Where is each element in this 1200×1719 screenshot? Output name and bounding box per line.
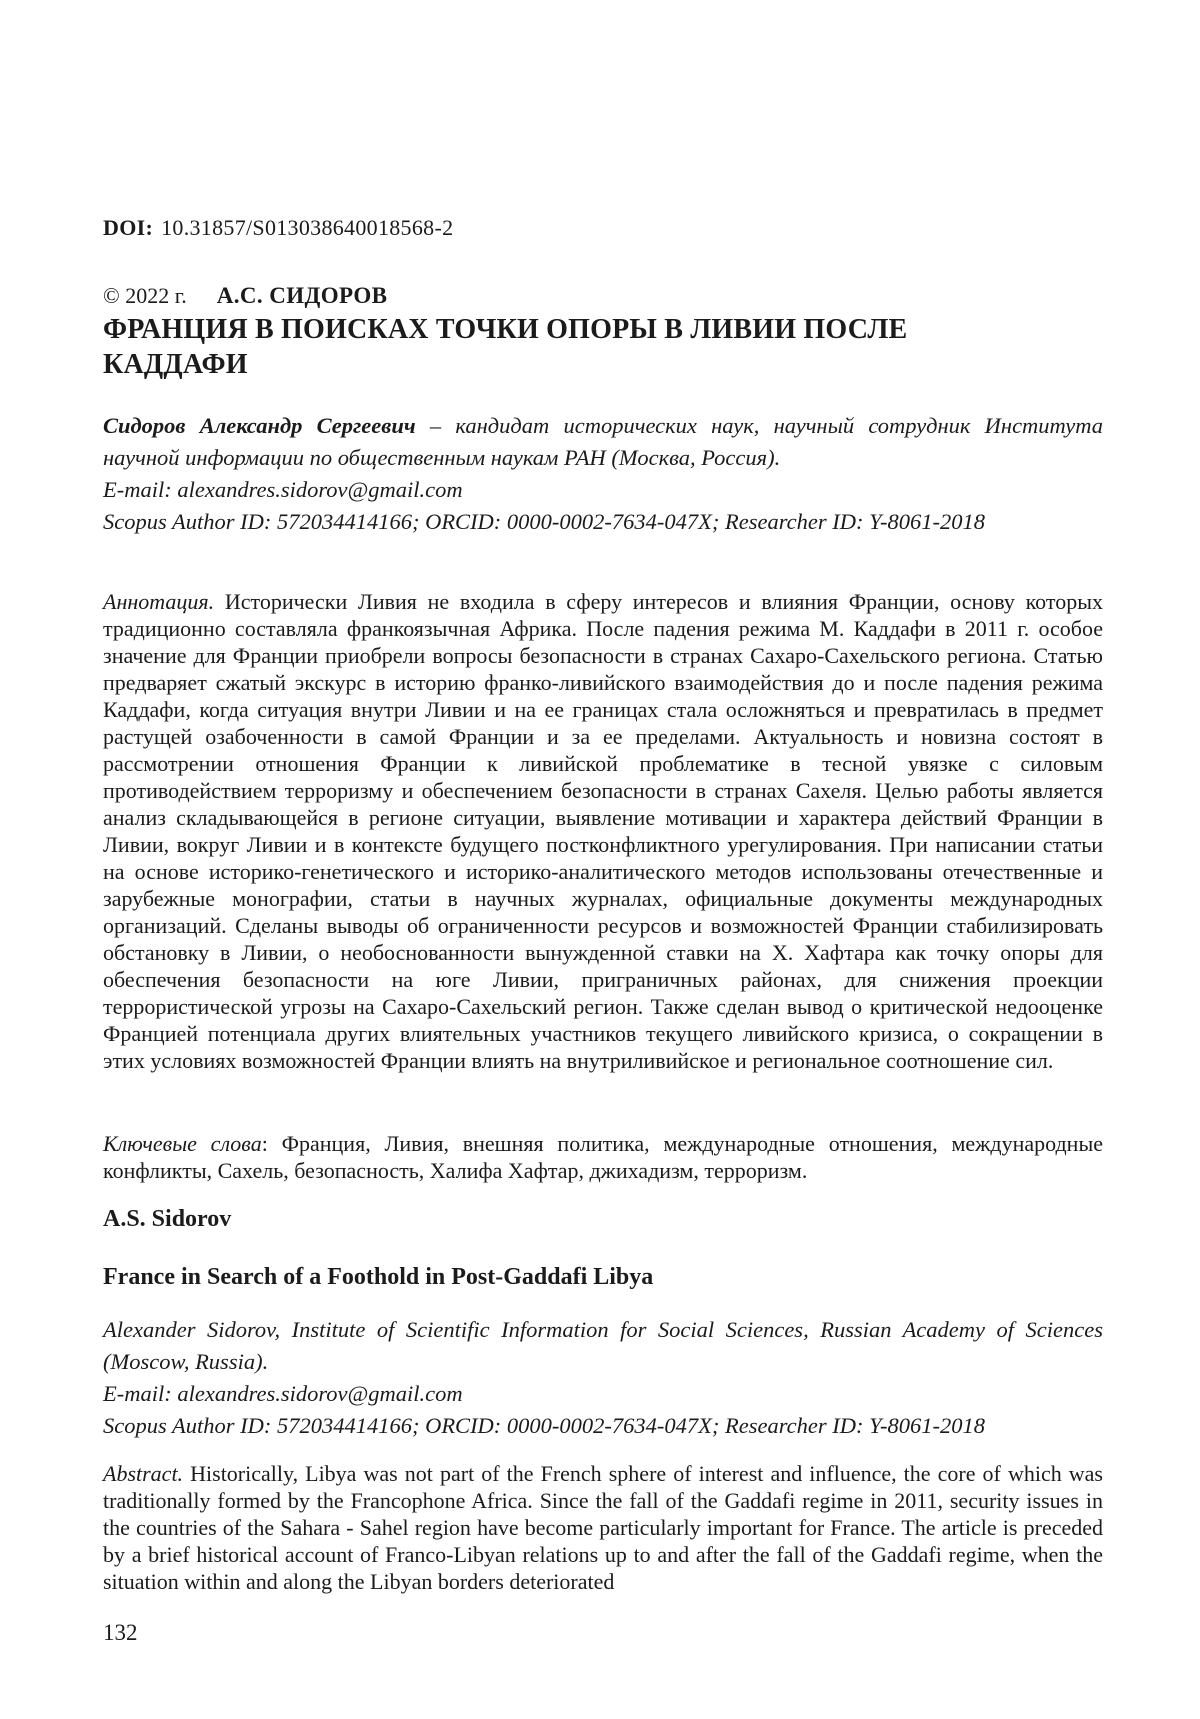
abstract-en-label: Abstract.	[103, 1461, 184, 1486]
author-ids-en: Scopus Author ID: 572034414166; ORCID: 0000-0002-7634-047X; Researcher ID: Y-8061-2018	[103, 1413, 985, 1438]
author-info-en	[103, 1314, 1103, 1442]
author-info-ru	[103, 410, 1103, 538]
abstract-en	[103, 1460, 1103, 1595]
abstract-en-text: Historically, Libya was not part of the French sphere of interest and influence, the core of which was traditionally formed by the Francophone Africa. Since the fall of the Gaddafi regime in 2011, security issues in the countries of the Sahara - Sahel region have become particularly important for France. The article is preceded by a brief historical account of Franco-Libyan relations up to and after the fall of the Gaddafi regime, when the situation within and along the Libyan borders deteriorated	[103, 1461, 1103, 1594]
copyright-line	[103, 283, 1103, 309]
article-title-en: France in Search of a Foothold in Post-Gaddafi Libya	[103, 1264, 654, 1290]
author-ids-ru: Scopus Author ID: 572034414166; ORCID: 0000-0002-7634-047X; Researcher ID: Y-8061-2018	[103, 509, 985, 534]
copyright-year: © 2022 г.	[103, 283, 187, 308]
author-fullname-ru: Сидоров Александр Сергеевич	[103, 413, 416, 438]
article-title-ru: ФРАНЦИЯ В ПОИСКАХ ТОЧКИ ОПОРЫ В ЛИВИИ ПОСЛЕ КАДДАФИ	[103, 314, 908, 380]
doi-value: 10.31857/S013038640018568-2	[161, 215, 454, 240]
author-email-en: E-mail: alexandres.sidorov@gmail.com	[103, 1381, 463, 1406]
page-number: 132	[103, 1620, 138, 1645]
abstract-ru-label: Аннотация.	[103, 589, 215, 614]
abstract-ru-text: Исторически Ливия не входила в сферу интересов и влияния Франции, основу которых традиционно составляла франкоязычная Африка. После падения режима М. Каддафи в 2011 г. особое значение для Франции приобрели вопросы безопасности в странах Сахаро-Сахельского региона. Статью предваряет сжатый экскурс в историю франко-ливийского взаимодействия до и после падения режима Каддафи, когда ситуация внутри Ливии и на ее границах стала осложняться и превратилась в предмет растущей озабоченности в самой Франции и за ее пределами. Актуальность и новизна состоят в рассмотрении отношения Франции к ливийской проблематике в тесной увязке с силовым противодействием терроризму и обеспечением безопасности в странах Сахеля. Целью работы является анализ складывающейся в регионе ситуации, выявление мотивации и характера действий Франции в Ливии, вокруг Ливии и в контексте будущего постконфликтного урегулирования. При написании статьи на основе историко-генетического и историко-аналитического методов использованы отечественные и зарубежные монографии, статьи в научных журналах, официальные документы международных организаций. Сделаны выводы об ограниченности ресурсов и возможностей Франции стабилизировать обстановку в Ливии, о необоснованности вынужденной ставки на Х. Хафтара как точку опоры для обеспечения безопасности на юге Ливии, приграничных районах, для снижения проекции террористической угрозы на Сахаро-Сахельский регион. Также сделан вывод о критической недооценке Францией потенциала других влиятельных участников текущего ливийского кризиса, о сокращении в этих условиях возможностей Франции влиять на внутриливийское и региональное соотношение сил.	[103, 589, 1103, 1073]
keywords-ru-label: Ключевые слова	[103, 1131, 262, 1156]
keywords-ru	[103, 1130, 1103, 1184]
author-degree-ru: – кандидат исторических наук, научный сотрудник Института научной информации по общественным наукам РАН (Москва, Россия).	[103, 413, 1104, 470]
doi-label: DOI:	[103, 215, 154, 240]
author-email-ru: E-mail: alexandres.sidorov@gmail.com	[103, 477, 463, 502]
author-name-caps: А.С. СИДОРОВ	[216, 283, 388, 308]
author-heading-en: A.S. Sidorov	[103, 1206, 232, 1232]
doi-line	[103, 215, 1103, 241]
author-affiliation-en: Alexander Sidorov, Institute of Scientific Information for Social Sciences, Russian Academy of Sciences (Moscow, Russia).	[103, 1317, 1103, 1374]
abstract-ru	[103, 588, 1103, 1074]
keywords-ru-text: : Франция, Ливия, внешняя политика, международные отношения, международные конфликты, Сахель, безопасность, Халифа Хафтар, джихадизм, терроризм.	[103, 1131, 1103, 1183]
author-affiliation-ru	[103, 410, 1103, 474]
